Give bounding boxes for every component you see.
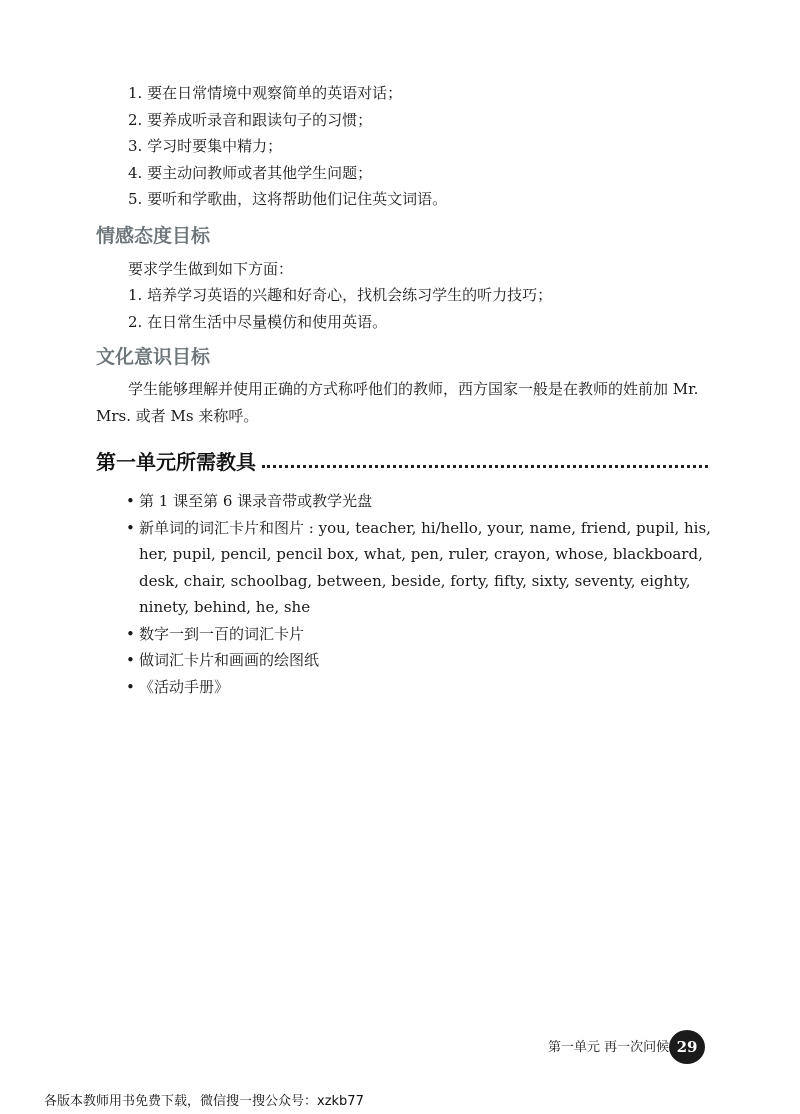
watermark-text: 各版本教师用书免费下载，微信搜一搜公众号：xzkb77 [44,1094,364,1109]
list-item: 3. 学习时要集中精力； [128,137,283,155]
footer-unit-label: 第一单元 再一次问候 [548,1040,670,1055]
list-item: 2. 要养成听录音和跟读句子的习惯； [128,110,373,129]
culture-awareness-heading: 文化意识目标 [96,346,211,368]
dotted-rule-divider [262,465,708,468]
list-item: 1. 培养学习英语的兴趣和好奇心，找机会练习学生的听力技巧； [128,286,553,304]
page-number-badge: 29 [669,1030,705,1064]
emotion-goals-list [128,282,552,335]
list-item: 2. 在日常生活中尽量模仿和使用英语。 [128,312,388,331]
materials-list [126,488,726,700]
list-item: 5. 要听和学歌曲，这将帮助他们记住英文词语。 [128,190,448,208]
list-item: • 第 1 课至第 6 课录音带或教学光盘 [126,488,726,515]
list-item: • 数字一到一百的词汇卡片 [126,621,726,648]
emotion-attitude-heading: 情感态度目标 [96,225,211,247]
materials-heading-row [96,448,708,482]
list-item: 4. 要主动问教师或者其他学生问题； [128,163,373,182]
materials-heading: 第一单元所需教具 [96,450,256,474]
listening-skills-list [128,80,447,213]
list-item: • 《活动手册》 [126,674,726,701]
list-item: 1. 要在日常情境中观察简单的英语对话； [128,84,403,102]
culture-paragraph: 学生能够理解并使用正确的方式称呼他们的教师，西方国家一般是在教师的姓前加 Mr. Mrs. 或者 Ms 来称呼。 [96,380,699,425]
emotion-intro-text: 要求学生做到如下方面： [128,260,294,278]
list-item: • 做词汇卡片和画画的绘图纸 [126,647,726,674]
list-item: • 新单词的词汇卡片和图片 : you, teacher, hi/hello, your, name, friend, pupil, his, her, pupil, pencil, pencil box, what, pen, ruler, crayon, whose, blackboard, desk, chair, schoolbag, between, beside, forty, fifty, sixty, seventy, eighty, ninety, behind, he, she [126,515,726,621]
